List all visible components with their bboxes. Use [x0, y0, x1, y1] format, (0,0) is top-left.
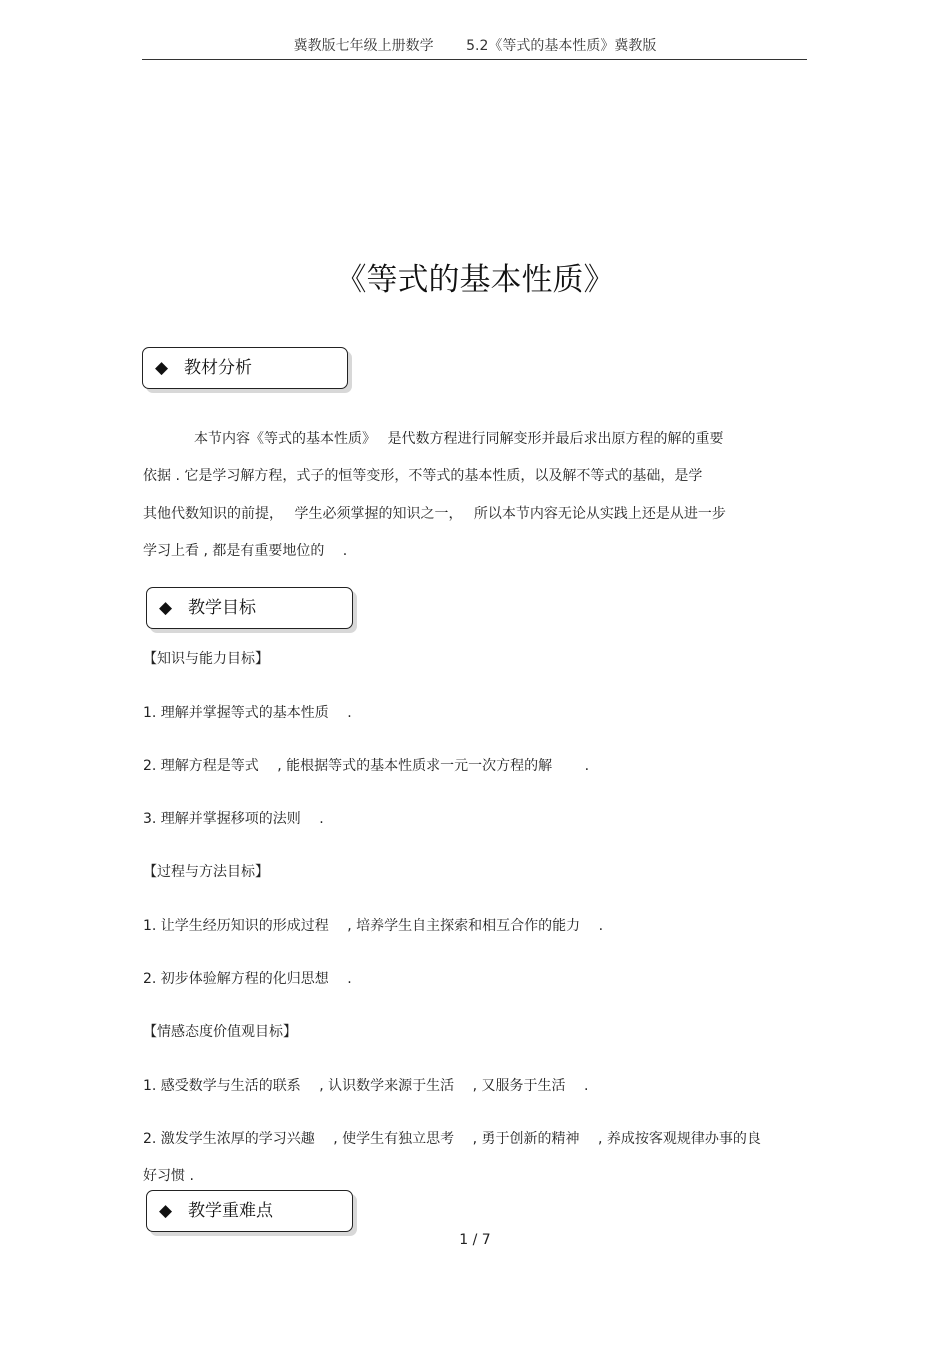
list-item: 3. 理解并掌握移项的法则 .	[143, 811, 324, 827]
section-header-key-points	[146, 1190, 353, 1232]
diamond-bullet-icon: ◆	[159, 598, 173, 618]
document-title: 《等式的基本性质》	[335, 262, 615, 298]
paragraph-line: 本节内容《等式的基本性质》 是代数方程进行同解变形并最后求出原方程的解的重要	[194, 431, 724, 447]
list-item: 2. 理解方程是等式 , 能根据等式的基本性质求一元一次方程的解 .	[143, 758, 590, 774]
header-rule	[142, 59, 807, 60]
paragraph-line: 其他代数知识的前提， 学生必须掌握的知识之一， 所以本节内容无论从实践上还是从进一步	[143, 506, 726, 522]
diamond-bullet-icon: ◆	[155, 358, 169, 378]
section-label: 教学重难点	[188, 1201, 273, 1221]
list-item-continuation: 好习惯 .	[143, 1168, 194, 1184]
section-header-analysis	[142, 347, 348, 389]
running-header: 冀教版七年级上册数学 5.2《等式的基本性质》冀教版	[293, 38, 657, 54]
diamond-bullet-icon: ◆	[159, 1201, 173, 1221]
list-item: 1. 感受数学与生活的联系 , 认识数学来源于生活 , 又服务于生活 .	[143, 1078, 589, 1094]
section-label: 教材分析	[184, 358, 252, 378]
list-item: 2. 初步体验解方程的化归思想 .	[143, 971, 352, 987]
section-label: 教学目标	[188, 598, 256, 618]
page-number: 1 / 7	[459, 1232, 491, 1248]
paragraph-line: 学习上看 , 都是有重要地位的 .	[143, 543, 348, 559]
list-item: 2. 激发学生浓厚的学习兴趣 , 使学生有独立思考 , 勇于创新的精神 , 养成按客观规律办事的良	[143, 1131, 761, 1147]
paragraph-line: 依据 . 它是学习解方程，式子的恒等变形，不等式的基本性质，以及解不等式的基础，是学	[143, 468, 703, 484]
list-item: 1. 理解并掌握等式的基本性质 .	[143, 705, 352, 721]
subheading-emotion: 【情感态度价值观目标】	[143, 1024, 297, 1040]
subheading-process: 【过程与方法目标】	[143, 864, 269, 880]
list-item: 1. 让学生经历知识的形成过程 , 培养学生自主探索和相互合作的能力 .	[143, 918, 604, 934]
subheading-knowledge: 【知识与能力目标】	[143, 651, 269, 667]
section-header-objectives	[146, 587, 353, 629]
